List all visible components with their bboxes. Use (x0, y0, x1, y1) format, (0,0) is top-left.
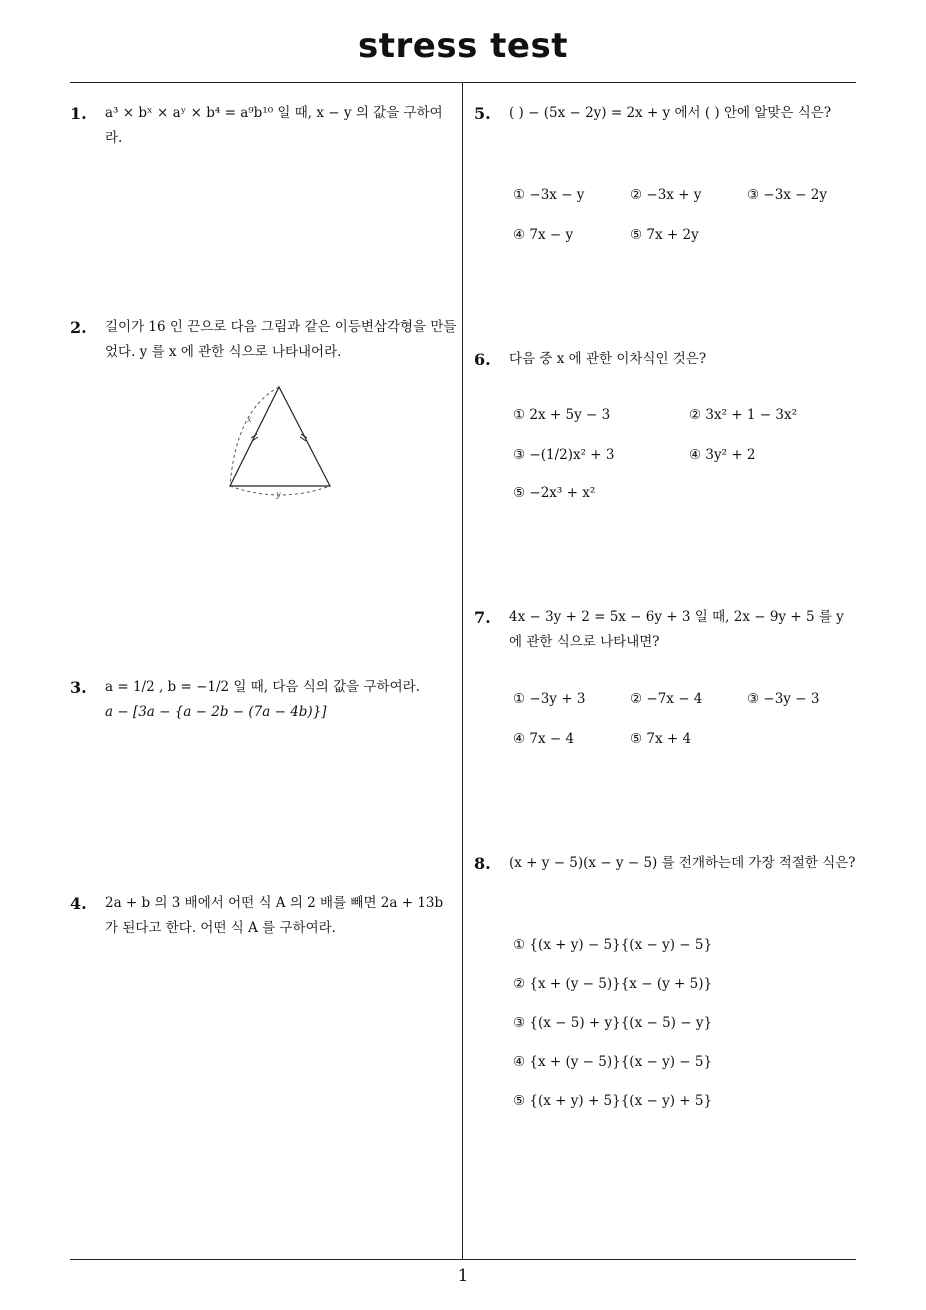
question-number: 1. (70, 104, 87, 123)
label-x: x (247, 415, 252, 424)
choice-item[interactable]: ③ {(x − 5) + y}{(x − 5) − y} (513, 1015, 713, 1031)
choice-item[interactable]: ④ 7x − y (513, 227, 574, 243)
choice-item[interactable]: ⑤ 7x + 2y (630, 227, 699, 243)
choice-item[interactable]: ① −3y + 3 (513, 691, 586, 707)
choice-item[interactable]: ⑤ −2x³ + x² (513, 485, 596, 501)
question-2 (70, 315, 457, 365)
header-rule (70, 82, 856, 83)
choice-item[interactable]: ③ −(1/2)x² + 3 (513, 447, 615, 463)
question-number: 2. (70, 318, 87, 337)
choice-item[interactable]: ③ −3y − 3 (747, 691, 820, 707)
choice-item[interactable]: ④ {x + (y − 5)}{(x − y) − 5} (513, 1054, 713, 1070)
question-number: 4. (70, 894, 87, 913)
choice-item[interactable]: ② −7x − 4 (630, 691, 703, 707)
page-title: stress test (358, 26, 568, 66)
choice-item[interactable]: ② 3x² + 1 − 3x² (689, 407, 797, 423)
footer-rule (70, 1259, 856, 1260)
choice-item[interactable]: ④ 3y² + 2 (689, 447, 756, 463)
choice-item[interactable]: ③ −3x − 2y (747, 187, 828, 203)
choice-item[interactable]: ① −3x − y (513, 187, 585, 203)
choice-item[interactable]: ② −3x + y (630, 187, 702, 203)
page-number: 1 (457, 1266, 469, 1286)
choice-item[interactable]: ⑤ 7x + 4 (630, 731, 692, 747)
choice-item[interactable]: ① {(x + y) − 5}{(x − y) − 5} (513, 937, 713, 953)
question-text: ( ) − (5x − 2y) = 2x + y 에서 ( ) 안에 알맞은 식은? (509, 105, 832, 121)
choice-item[interactable]: ④ 7x − 4 (513, 731, 575, 747)
question-1 (70, 101, 457, 151)
choice-item[interactable]: ② {x + (y − 5)}{x − (y + 5)} (513, 976, 713, 992)
question-5 (474, 101, 859, 126)
question-7 (474, 605, 859, 655)
question-8 (474, 851, 859, 876)
question-number: 7. (474, 608, 491, 627)
question-number: 6. (474, 350, 491, 369)
question-number: 3. (70, 678, 87, 697)
question-3 (70, 675, 457, 725)
triangle-shape (230, 387, 330, 486)
question-text: a³ × bˣ × aʸ × b⁴ = a⁹b¹⁰ 일 때, x − y 의 값을 구하여라. (105, 105, 443, 146)
expression: a − [3a − {a − 2b − (7a − 4b)}] (105, 704, 327, 720)
question-number: 5. (474, 104, 491, 123)
question-4 (70, 891, 457, 941)
label-y: y (276, 490, 281, 499)
question-text: 다음 중 x 에 관한 이차식인 것은? (509, 351, 707, 367)
question-text: a = 1/2 , b = −1/2 일 때, 다음 식의 값을 구하여라. (105, 679, 420, 695)
choice-item[interactable]: ① 2x + 5y − 3 (513, 407, 611, 423)
question-number: 8. (474, 854, 491, 873)
question-text: 2a + b 의 3 배에서 어떤 식 A 의 2 배를 빼면 2a + 13b 가 된다고 한다. 어떤 식 A 를 구하여라. (105, 895, 444, 936)
isosceles-triangle-figure (220, 380, 340, 500)
choice-item[interactable]: ⑤ {(x + y) + 5}{(x − y) + 5} (513, 1093, 713, 1109)
question-text: (x + y − 5)(x − y − 5) 를 전개하는데 가장 적절한 식은? (509, 855, 856, 871)
question-6 (474, 347, 859, 372)
question-text: 4x − 3y + 2 = 5x − 6y + 3 일 때, 2x − 9y + 5 를 y 에 관한 식으로 나타내면? (509, 609, 844, 650)
column-divider (462, 83, 463, 1259)
question-text: 길이가 16 인 끈으로 다음 그림과 같은 이등변삼각형을 만들었다. y 를 x 에 관한 식으로 나타내어라. (105, 319, 457, 360)
